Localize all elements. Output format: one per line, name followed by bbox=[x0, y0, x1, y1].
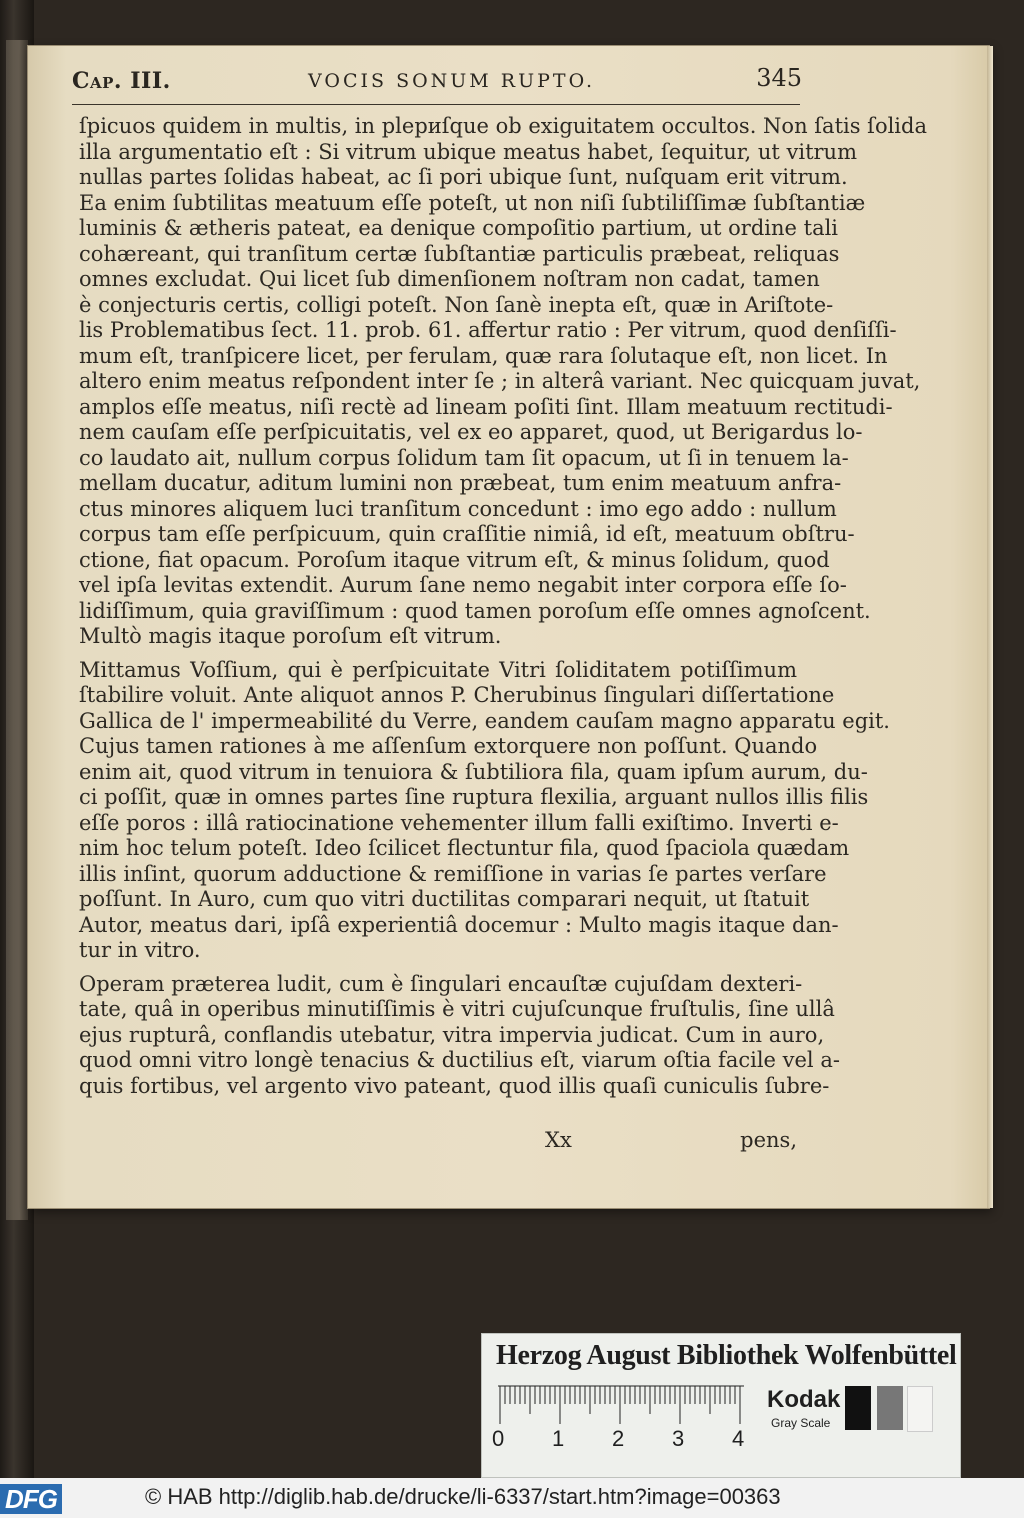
running-title: VOCIS SONUM RUPTO. bbox=[308, 70, 596, 92]
text-line: tate, quâ in operibus minutiſſimis è vitri cujuſcunque fruſtulis, ſine ullâ bbox=[79, 997, 835, 1021]
color-calibration-card bbox=[481, 1333, 961, 1478]
ruler-numbers bbox=[492, 1426, 752, 1452]
text-line: mum eſt, tranſpicere licet, per ferulam, quæ rara ſolutaque eſt, non licet. In bbox=[79, 343, 888, 368]
chapter-heading: Cap. III. bbox=[72, 68, 171, 94]
text-line: corpus tam eſſe perſpicuum, quin craſſitie nimiâ, id eſt, meatuum obſtru- bbox=[79, 522, 855, 546]
text-line: ci poſſit, quæ in omnes partes ſine ruptura flexilia, arguant nullos illis filis bbox=[79, 785, 869, 809]
text-line: nem cauſam eſſe perſpicuitatis, vel ex eo apparet, quod, ut Berigardus lo- bbox=[79, 420, 863, 444]
signature-mark: Xx bbox=[545, 1128, 572, 1152]
swatch-gray bbox=[877, 1386, 903, 1430]
page-number: 345 bbox=[756, 64, 802, 92]
text-line: amplos eſſe meatus, niſi rectè ad lineam poſiti ſint. Illam meatuum rectitudi- bbox=[79, 394, 893, 419]
paragraph bbox=[79, 657, 890, 964]
text-line: Multò magis itaque poroſum eſt vitrum. bbox=[79, 624, 502, 648]
text-line: nullas partes ſolidas habeat, ac ſi pori ubique ſunt, nuſquam erit vitrum. bbox=[79, 165, 848, 189]
text-line: ctus minores aliquem luci tranſitum concedunt : imo ego addo : nullum bbox=[79, 496, 837, 521]
text-line: cohæreant, qui tranſitum certæ ſubſtantiæ particulis præbeat, reliquas bbox=[79, 241, 840, 266]
dfg-logo[interactable]: DFG bbox=[0, 1484, 62, 1514]
measurement-ruler bbox=[496, 1384, 748, 1428]
ruler-number: 1 bbox=[552, 1426, 565, 1451]
text-line: ſpicuos quidem in multis, in plериſque ob exiguitatem occultos. Non ſatis ſolida bbox=[79, 114, 927, 138]
running-header bbox=[72, 64, 802, 104]
ruler-number: 4 bbox=[732, 1426, 745, 1451]
text-line: tur in vitro. bbox=[79, 938, 201, 962]
ruler-number: 3 bbox=[672, 1426, 685, 1451]
ruler-number: 2 bbox=[612, 1426, 625, 1451]
text-line: omnes excludat. Qui licet ſub dimenſionem noſtram non cadat, tamen bbox=[79, 267, 820, 291]
text-line: eſſe poros : illâ ratiocinatione vehementer illum falli exiſtimo. Inverti e- bbox=[79, 810, 839, 835]
text-line: Mittamus Voſſium, qui è perſpicuitate Vitri ſoliditatem potiſſimum bbox=[79, 657, 797, 682]
library-name: Herzog August Bibliothek Wolfenbüttel bbox=[496, 1340, 957, 1371]
viewer-footer bbox=[0, 1478, 1024, 1518]
text-line: quod omni vitro longè tenacius & ductilius eſt, viarum oſtia facile vel a- bbox=[79, 1048, 840, 1072]
text-line: luminis & ætheris pateat, ea denique compoſitio partium, ut ordine tali bbox=[79, 216, 839, 240]
text-line: lidiſſimum, quia graviſſimum : quod tamen poroſum eſſe omnes agnoſcent. bbox=[79, 598, 871, 623]
paragraph bbox=[79, 114, 927, 650]
text-line: lis Problematibus ſect. 11. prob. 61. affertur ratio : Per vitrum, quod denſiſſi- bbox=[79, 318, 897, 342]
text-line: ctione, fiat opacum. Poroſum itaque vitrum eſt, & minus ſolidum, quod bbox=[79, 547, 830, 572]
swatch-white bbox=[907, 1386, 933, 1432]
text-line: è conjecturis certis, colligi poteſt. Non ſanè inepta eſt, quæ in Ariſtote- bbox=[79, 292, 834, 317]
text-line: nim hoc telum poteſt. Ideo ſcilicet flectuntur fila, quod ſpaciola quædam bbox=[79, 836, 850, 860]
page-body bbox=[79, 114, 927, 1099]
paragraph bbox=[79, 971, 840, 1100]
header-rule bbox=[72, 104, 800, 105]
text-line: vel ipſa levitas extendit. Aurum ſane nemo negabit inter corpora eſſe ſo- bbox=[79, 573, 847, 597]
text-line: ſtabilire voluit. Ante aliquot annos P. Cherubinus ſingulari diſſertatione bbox=[79, 683, 835, 707]
facing-page-edge bbox=[6, 40, 28, 1220]
text-line: enim ait, quod vitrum in tenuiora & ſubtiliora fila, quam ipſum aurum, du- bbox=[79, 759, 868, 784]
ruler-number: 0 bbox=[492, 1426, 505, 1451]
text-line: mellam ducatur, aditum lumini non præbeat, tum enim meatuum anfra- bbox=[79, 471, 842, 495]
text-line: Operam præterea ludit, cum è ſingulari encauſtæ cujuſdam dexteri- bbox=[79, 971, 803, 996]
source-url[interactable]: © HAB http://diglib.hab.de/drucke/li-6337/start.htm?image=00363 bbox=[145, 1484, 781, 1509]
text-line: illa argumentatio eſt : Si vitrum ubique meatus habet, ſequitur, ut vitrum bbox=[79, 139, 857, 164]
gray-scale-label: Gray Scale bbox=[771, 1416, 831, 1430]
text-line: ejus rupturâ, conflandis utebatur, vitra impervia judicat. Cum in auro, bbox=[79, 1022, 825, 1047]
swatch-black bbox=[845, 1386, 871, 1430]
page-edge bbox=[987, 46, 993, 1208]
text-line: poſſunt. In Auro, cum quo vitri ductilitas comparari nequit, ut ſtatuit bbox=[79, 887, 810, 911]
text-line: altero enim meatus reſpondent inter ſe ; in alterâ variant. Nec quicquam juvat, bbox=[79, 369, 921, 393]
page-footer-line bbox=[79, 1128, 797, 1156]
text-line: quis fortibus, vel argento vivo pateant, quod illis quaſi cuniculis ſubre- bbox=[79, 1073, 830, 1098]
text-line: Autor, meatus dari, ipſâ experientiâ docemur : Multo magis itaque dan- bbox=[79, 912, 839, 937]
catchword: pens, bbox=[740, 1128, 797, 1152]
text-line: co laudato ait, nullum corpus ſolidum tam ſit opacum, ut ſi in tenuem la- bbox=[79, 445, 849, 470]
text-line: Gallica de l' impermeabilité du Verre, eandem cauſam magno apparatu egit. bbox=[79, 708, 890, 733]
text-line: Cujus tamen rationes à me aſſenſum extorquere non poſſunt. Quando bbox=[79, 734, 818, 758]
kodak-brand: Kodak bbox=[767, 1386, 841, 1413]
text-line: illis inſint, quorum adductione & remiſſione in varias ſe partes verſare bbox=[79, 861, 827, 886]
text-line: Ea enim ſubtilitas meatuum eſſe poteſt, ut non niſi ſubtiliſſimæ ſubſtantiæ bbox=[79, 190, 866, 215]
